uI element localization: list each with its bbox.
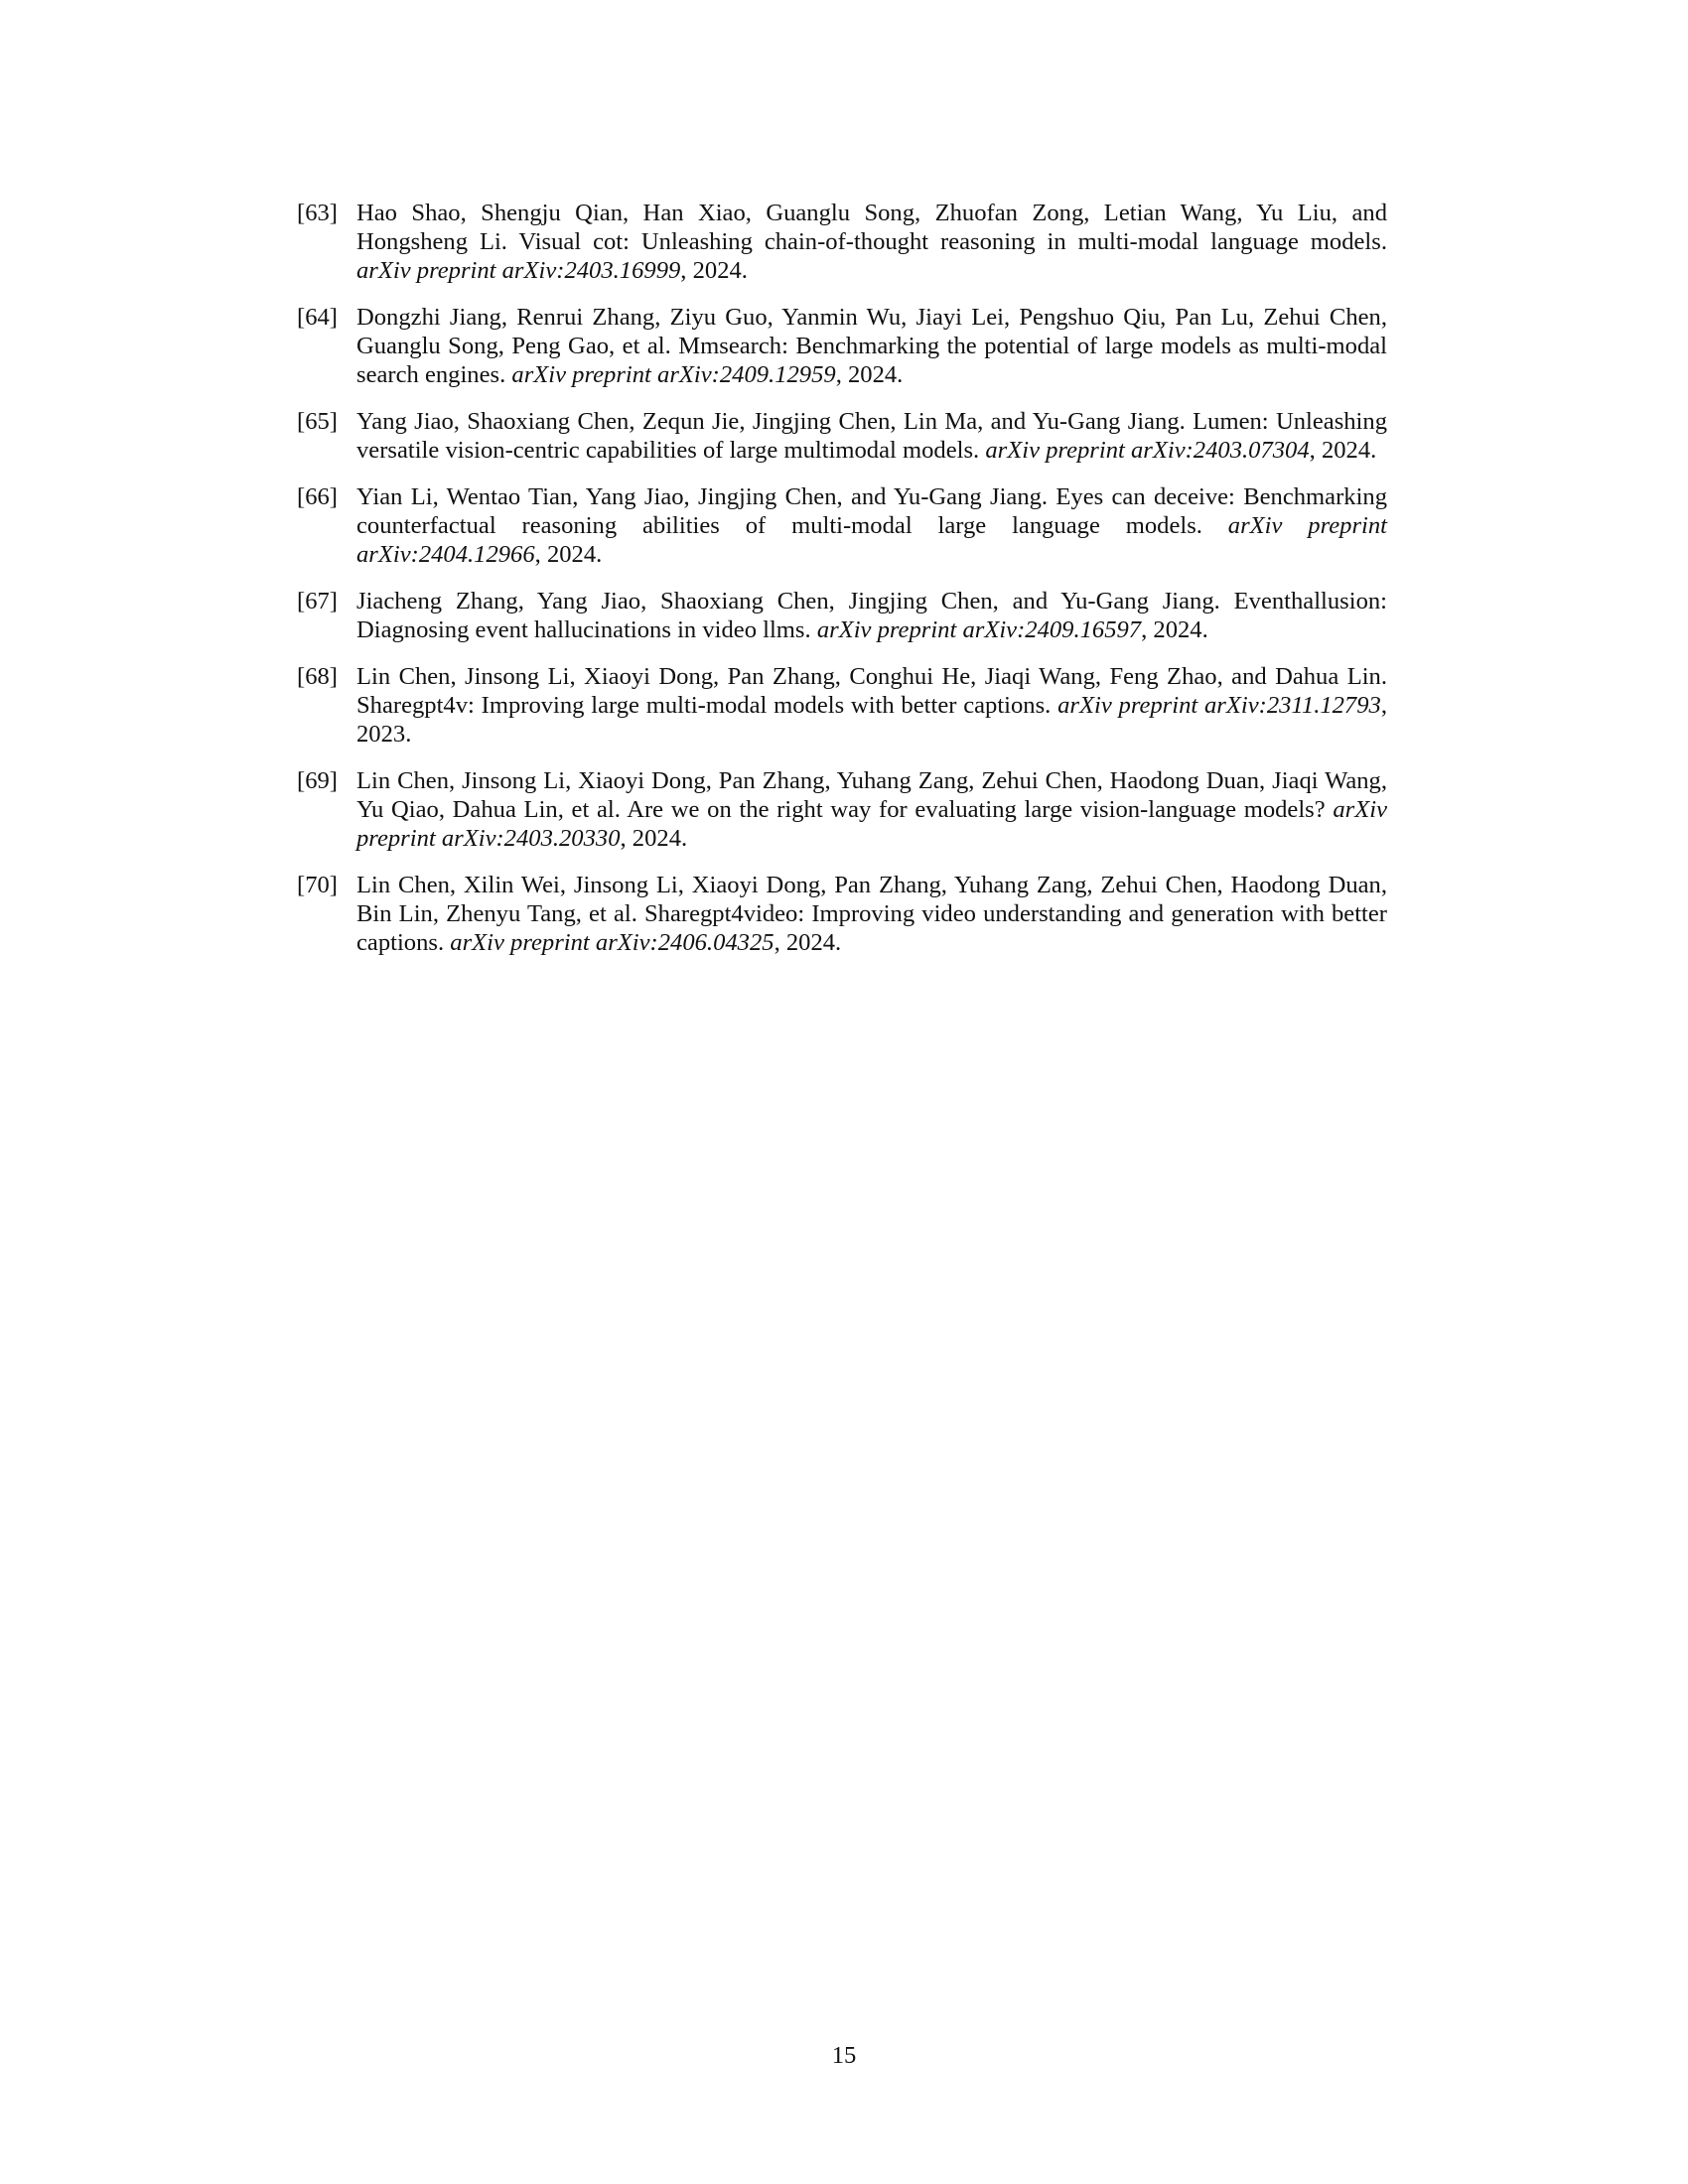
reference-number: [63] xyxy=(297,200,338,226)
reference-venue: arXiv preprint arXiv:2409.12959 xyxy=(511,361,836,388)
reference-year: , 2024. xyxy=(1141,616,1208,643)
reference-number: [66] xyxy=(297,483,338,510)
reference-venue: arXiv preprint arXiv:2403.20330 xyxy=(356,796,1387,852)
reference-number: [64] xyxy=(297,304,338,331)
reference-item xyxy=(297,482,1387,569)
reference-venue: arXiv preprint arXiv:2409.16597 xyxy=(816,616,1142,643)
reference-text xyxy=(356,199,1387,285)
reference-year: , 2024. xyxy=(774,929,842,956)
reference-authors-title: Yian Li, Wentao Tian, Yang Jiao, Jingjing Chen, and Yu-Gang Jiang. Eyes can deceive: Benchmarking counterfactual reasoning abilities of multi-modal large language models. xyxy=(356,483,1387,539)
reference-item xyxy=(297,662,1387,749)
reference-item xyxy=(297,871,1387,957)
reference-item xyxy=(297,199,1387,285)
reference-text xyxy=(356,871,1387,957)
reference-authors-title: Lin Chen, Jinsong Li, Xiaoyi Dong, Pan Zhang, Yuhang Zang, Zehui Chen, Haodong Duan, Jiaqi Wang, Yu Qiao, Dahua Lin, et al. Are we on the right way for evaluating large vision-language models? xyxy=(356,767,1387,823)
reference-item xyxy=(297,766,1387,853)
reference-list xyxy=(297,199,1387,975)
reference-text xyxy=(356,587,1387,644)
reference-number: [69] xyxy=(297,767,338,794)
reference-number: [65] xyxy=(297,408,338,435)
reference-year: , 2024. xyxy=(835,361,904,388)
reference-venue: arXiv preprint arXiv:2406.04325 xyxy=(450,929,774,956)
reference-number: [67] xyxy=(297,588,338,614)
reference-number: [68] xyxy=(297,663,338,690)
reference-authors-title: Lin Chen, Xilin Wei, Jinsong Li, Xiaoyi Dong, Pan Zhang, Yuhang Zang, Zehui Chen, Haodong Duan, Bin Lin, Zhenyu Tang, et al. Sharegpt4video: Improving video understanding and generation with better captions. xyxy=(356,872,1387,956)
reference-venue: arXiv preprint arXiv:2311.12793 xyxy=(1057,692,1381,719)
reference-authors-title: Yang Jiao, Shaoxiang Chen, Zequn Jie, Jingjing Chen, Lin Ma, and Yu-Gang Jiang. Lumen: Unleashing versatile vision-centric capabilities of large multimodal models. xyxy=(356,408,1387,464)
reference-venue: arXiv preprint arXiv:2403.16999 xyxy=(356,257,681,284)
reference-authors-title: Dongzhi Jiang, Renrui Zhang, Ziyu Guo, Yanmin Wu, Jiayi Lei, Pengshuo Qiu, Pan Lu, Zehui Chen, Guanglu Song, Peng Gao, et al. Mmsearch: Benchmarking the potential of large models as multi-modal search engines. xyxy=(356,304,1387,388)
page-number: 15 xyxy=(831,2042,857,2069)
reference-text xyxy=(356,482,1387,569)
reference-year: , 2023. xyxy=(356,692,1387,748)
reference-year: , 2024. xyxy=(680,257,748,284)
reference-text xyxy=(356,662,1387,749)
reference-authors-title: Lin Chen, Jinsong Li, Xiaoyi Dong, Pan Zhang, Conghui He, Jiaqi Wang, Feng Zhao, and Dahua Lin. Sharegpt4v: Improving large multi-modal models with better captions. xyxy=(356,663,1387,719)
reference-item xyxy=(297,407,1387,465)
reference-text xyxy=(356,766,1387,853)
reference-year: , 2024. xyxy=(534,541,603,568)
reference-item xyxy=(297,587,1387,644)
reference-year: , 2024. xyxy=(620,825,688,852)
reference-text xyxy=(356,303,1387,389)
reference-year: , 2024. xyxy=(1309,437,1377,464)
reference-item xyxy=(297,303,1387,389)
reference-venue: arXiv preprint arXiv:2403.07304 xyxy=(985,437,1310,464)
reference-venue: arXiv preprint arXiv:2404.12966 xyxy=(356,512,1387,568)
reference-text xyxy=(356,407,1387,465)
reference-authors-title: Jiacheng Zhang, Yang Jiao, Shaoxiang Chen, Jingjing Chen, and Yu-Gang Jiang. Eventhallusion: Diagnosing event hallucinations in video llms. xyxy=(356,588,1387,643)
reference-authors-title: Hao Shao, Shengju Qian, Han Xiao, Guanglu Song, Zhuofan Zong, Letian Wang, Yu Liu, and Hongsheng Li. Visual cot: Unleashing chain-of-thought reasoning in multi-modal language models. xyxy=(356,200,1387,255)
reference-number: [70] xyxy=(297,872,338,898)
